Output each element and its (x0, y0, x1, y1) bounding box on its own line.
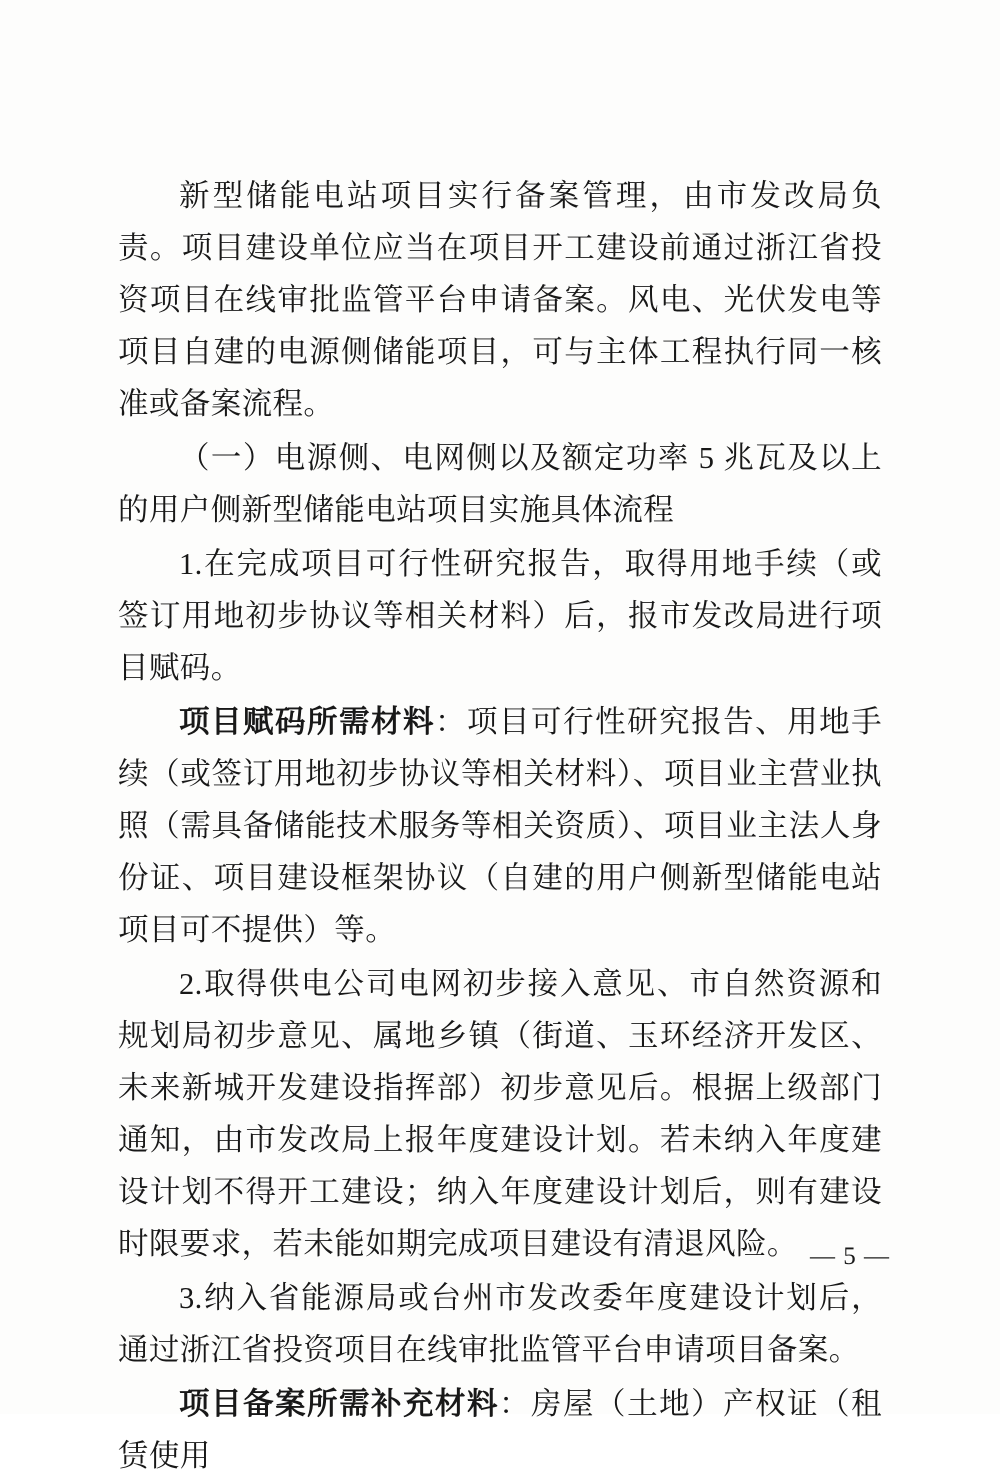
document-body (118, 170, 882, 1484)
paragraph-bold-lead: 项目备案所需补充材料 (179, 1387, 500, 1421)
page-number: — 5 — (810, 1243, 890, 1270)
paragraph: （一）电源侧、电网侧以及额定功率 5 兆瓦及以上的用户侧新型储能电站项目实施具体流程 (118, 441, 882, 527)
paragraph: 3.纳入省能源局或台州市发改委年度建设计划后，通过浙江省投资项目在线审批监管平台申请项目备案。 (118, 1281, 882, 1367)
paragraph: 新型储能电站项目实行备案管理，由市发改局负责。项目建设单位应当在项目开工建设前通过浙江省投资项目在线审批监管平台申请备案。风电、光伏发电等项目自建的电源侧储能项目，可与主体工程执行同一核准或备案流程。 (118, 179, 882, 421)
paragraph (118, 696, 882, 956)
paragraph: 1.在完成项目可行性研究报告，取得用地手续（或签订用地初步协议等相关材料）后，报市发改局进行项目赋码。 (118, 547, 882, 685)
paragraph-text: ：项目可行性研究报告、用地手续（或签订用地初步协议等相关材料）、项目业主营业执照（需具备储能技术服务等相关资质）、项目业主法人身份证、项目建设框架协议（自建的用户侧新型储能电站项目可不提供）等。 (118, 705, 883, 947)
paragraph-bold-lead: 项目赋码所需材料 (179, 705, 436, 739)
paragraph: 2.取得供电公司电网初步接入意见、市自然资源和规划局初步意见、属地乡镇（街道、玉环经济开发区、未来新城开发建设指挥部）初步意见后。根据上级部门通知，由市发改局上报年度建设计划。若未纳入年度建设计划不得开工建设；纳入年度建设计划后，则有建设时限要求，若未能如期完成项目建设有清退风险。 (118, 967, 882, 1261)
paragraph-text: ：房屋（土地）产权证（租赁使用 (118, 1387, 882, 1473)
paragraph (118, 1378, 882, 1482)
